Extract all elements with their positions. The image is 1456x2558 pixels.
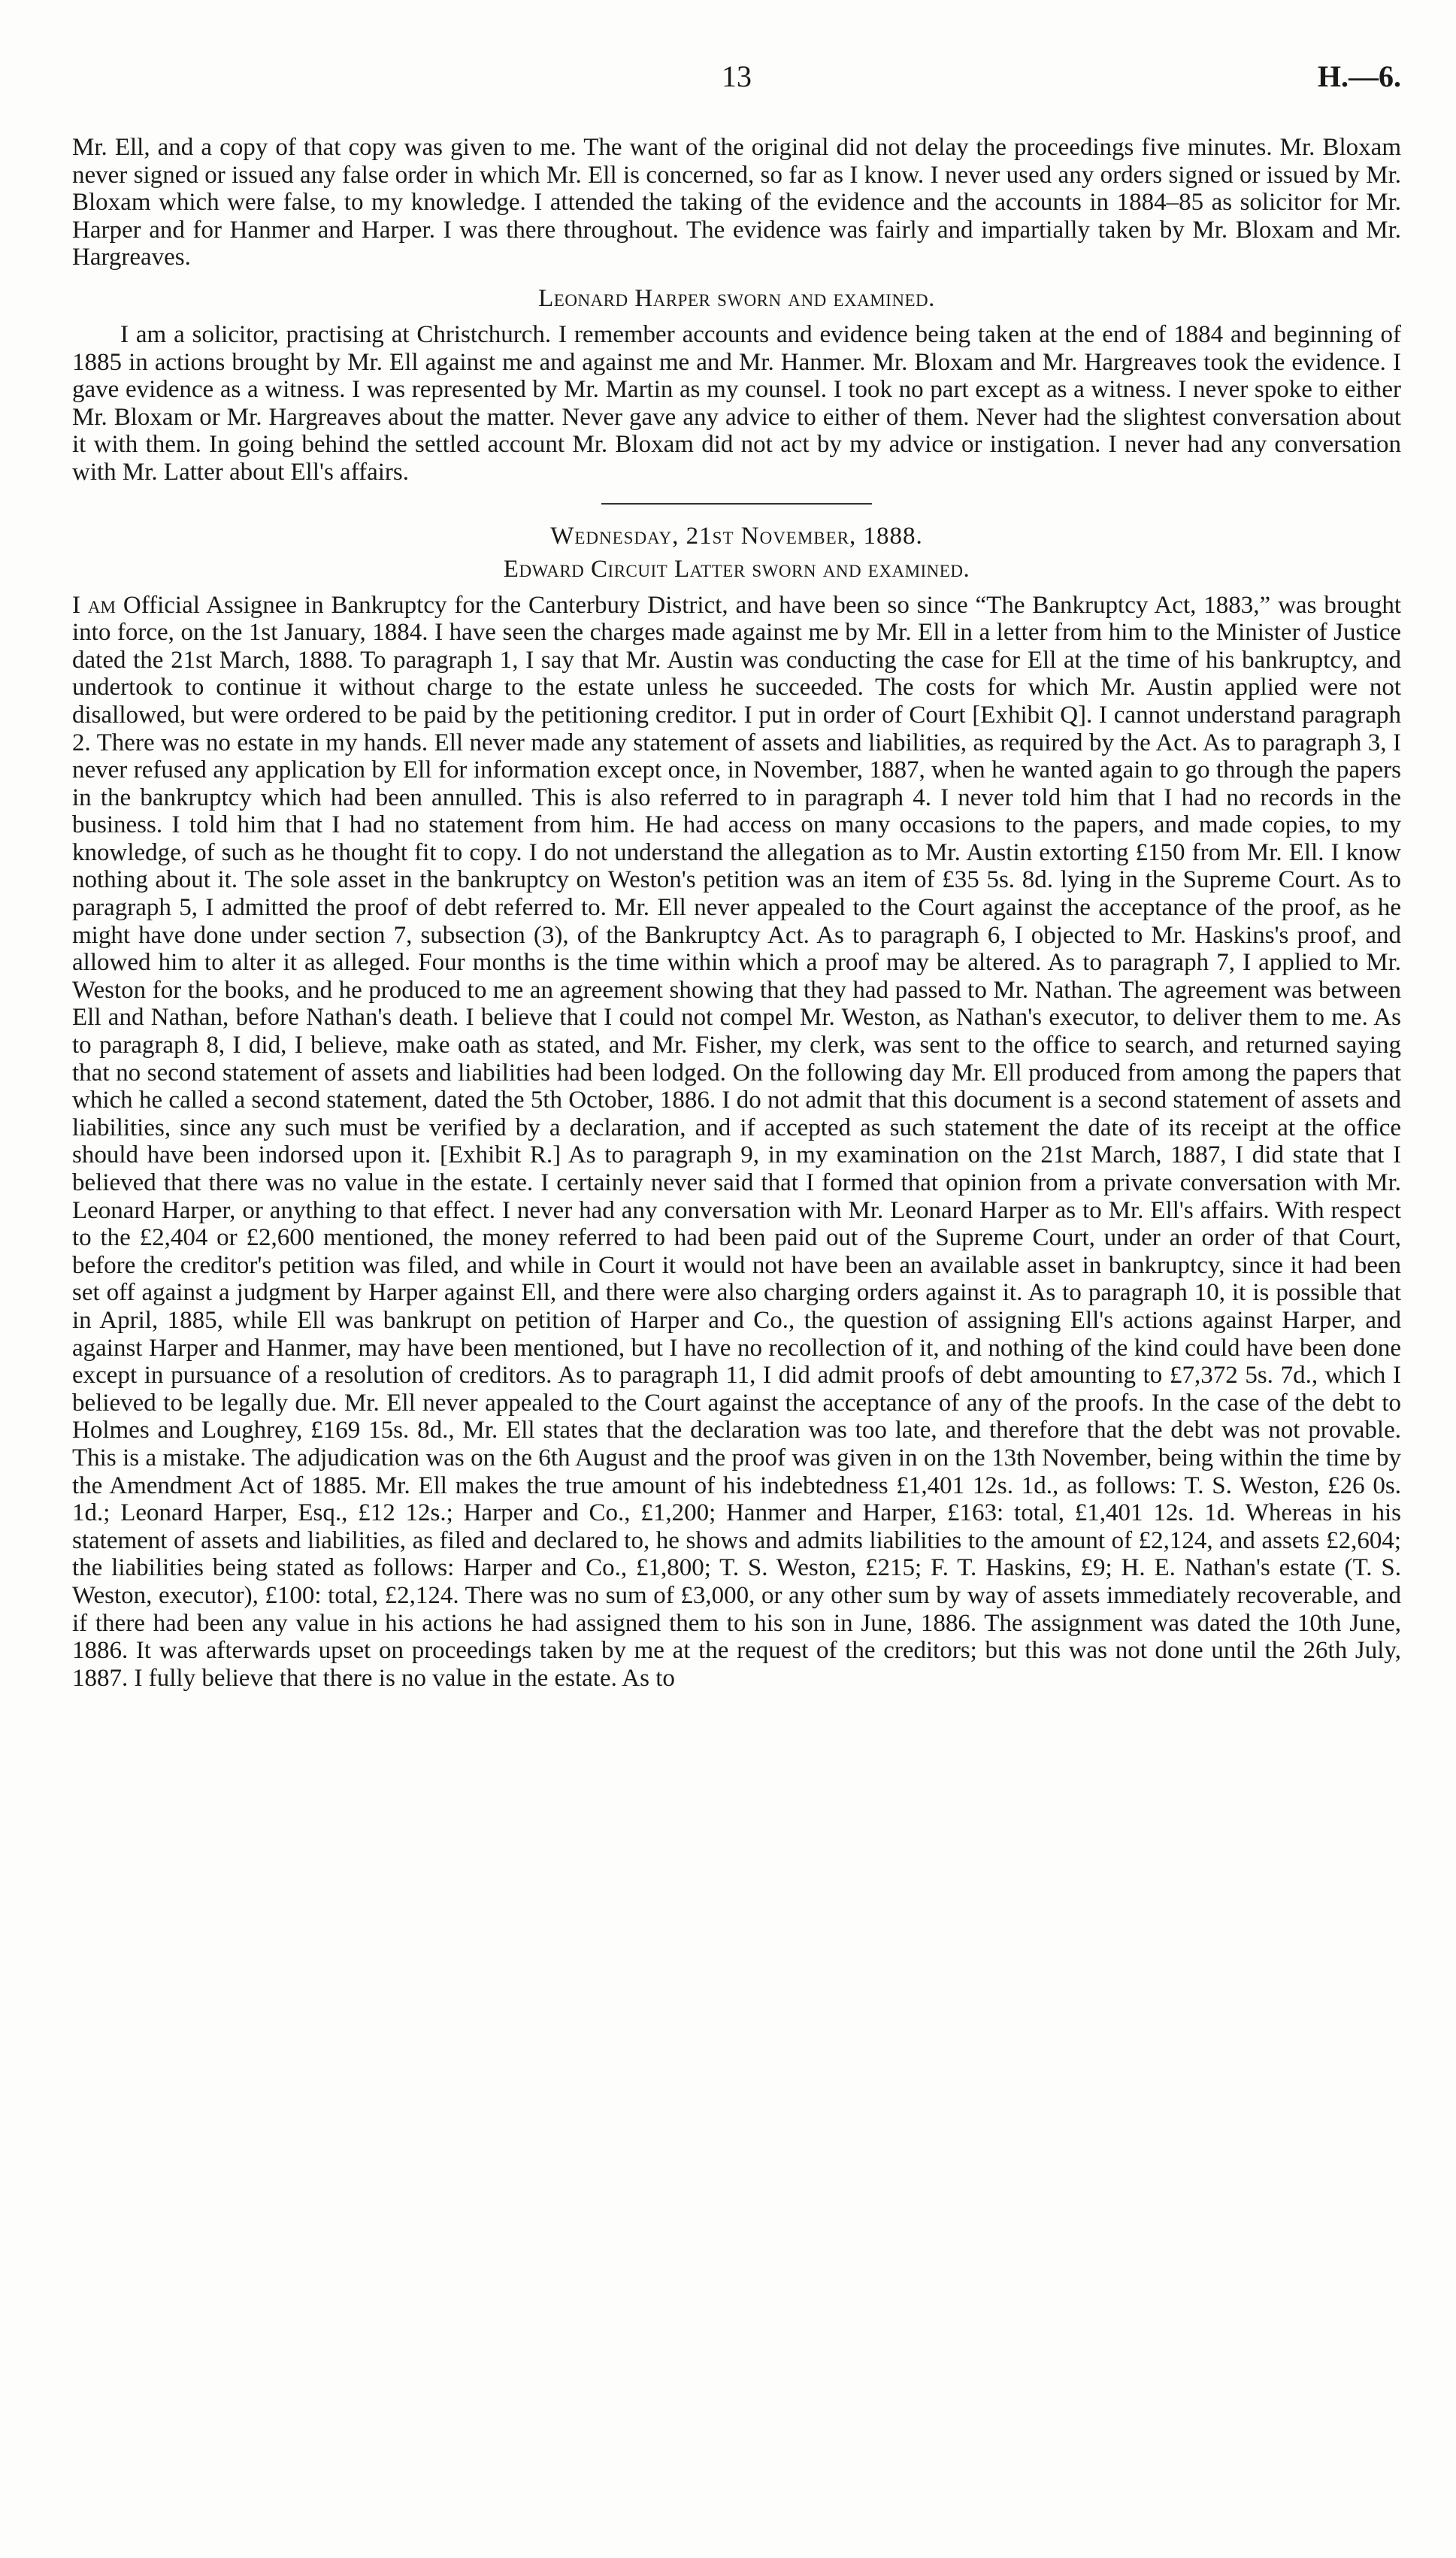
witness-heading-latter: Edward Circuit Latter sworn and examined. [503, 555, 970, 583]
paragraph-lead: I am [72, 591, 116, 619]
document-body [72, 134, 1401, 1692]
latter-testimony-paragraph [72, 592, 1401, 1693]
witness-heading-harper: Leonard Harper sworn and examined. [538, 284, 935, 312]
continued-paragraph: Mr. Ell, and a copy of that copy was given to me. The want of the original did not delay the proceedings five minutes. Mr. Bloxam never signed or issued any false order in which Mr. Ell is concerned, so far as I know. I never used any orders signed or issued by Mr. Bloxam which were false, to my knowledge. I attended the taking of the evidence and the accounts in 1884–85 as solicitor for Mr. Harper and for Hanmer and Harper. I was there throughout. The evidence was fairly and impartially taken by Mr. Bloxam and Mr. Hargreaves. [72, 134, 1401, 271]
paper-reference: H.—6. [1317, 59, 1401, 93]
date-heading: Wednesday, 21st November, 1888. [550, 522, 923, 550]
page-number: 13 [722, 59, 752, 93]
latter-testimony-text: Official Assignee in Bankruptcy for the Canterbury District, and have been so since “The Bankruptcy Act, 1883,” was brought into force, on the 1st January, 1884. I have seen the charges made against me by Mr. Ell in a letter from him to the Minister of Justice dated the 21st March, 1888. To paragraph 1, I say that Mr. Austin was conducting the case for Ell at the time of his bankruptcy, and undertook to continue it without charge to the estate unless he succeeded. The costs for which Mr. Austin applied were not disallowed, but were ordered to be paid by the petitioning creditor. I put in order of Court [Exhibit Q]. I cannot understand paragraph 2. There was no estate in my hands. Ell never made any statement of assets and liabilities, as required by the Act. As to paragraph 3, I never refused any application by Ell for information except once, in November, 1887, when he wanted again to go through the papers in the bankruptcy which had been annulled. This is also referred to in paragraph 4. I never told him that I had no records in the business. I told him that I had no statement from him. He had access on many occasions to the papers, and made copies, to my knowledge, of such as he thought fit to copy. I do not understand the allegation as to Mr. Austin extorting £150 from Mr. Ell. I know nothing about it. The sole asset in the bankruptcy on Weston's petition was an item of £35 5s. 8d. lying in the Supreme Court. As to paragraph 5, I admitted the proof of debt referred to. Mr. Ell never appealed to the Court against the acceptance of the proof, as he might have done under section 7, subsection (3), of the Bankruptcy Act. As to paragraph 6, I objected to Mr. Haskins's proof, and allowed him to alter it as alleged. Four months is the time within which a proof may be altered. As to paragraph 7, I applied to Mr. Weston for the books, and he produced to me an agreement showing that they had passed to Mr. Nathan. The agreement was between Ell and Nathan, before Nathan's death. I believe that I could not compel Mr. Weston, as Nathan's executor, to deliver them to me. As to paragraph 8, I did, I believe, make oath as stated, and Mr. Fisher, my clerk, was sent to the office to search, and returned saying that no second statement of assets and liabilities had been lodged. On the following day Mr. Ell produced from among the papers that which he called a second statement, dated the 5th October, 1886. I do not admit that this document is a second statement of assets and liabilities, since any such must be verified by a declaration, and if accepted as such statement the date of its receipt at the office should have been indorsed upon it. [Exhibit R.] As to paragraph 9, in my examination on the 21st March, 1887, I did state that I believed that there was no value in the estate. I certainly never said that I formed that opinion from a private conversation with Mr. Leonard Harper, or anything to that effect. I never had any conversation with Mr. Leonard Harper as to Mr. Ell's affairs. With respect to the £2,404 or £2,600 mentioned, the money referred to had been paid out of the Supreme Court, under an order of that Court, before the creditor's petition was filed, and while in Court it would not have been an available asset in bankruptcy, since it had been set off against a judgment by Harper against Ell, and there were also charging orders against it. As to paragraph 10, it is possible that in April, 1885, while Ell was bankrupt on petition of Harper and Co., the question of assigning Ell's actions against Harper, and against Harper and Hanmer, may have been mentioned, but I have no recollection of it, and nothing of the kind could have been done except in pursuance of a resolution of creditors. As to paragraph 11, I did admit proofs of debt amounting to £7,372 5s. 7d., which I believed to be legally due. Mr. Ell never appealed to the Court against the acceptance of any of the proofs. In the case of the debt to Holmes and Loughrey, £169 15s. 8d., Mr. Ell states that the declaration was too late, and therefore that the debt was not provable. This is a mistake. The adjudication was on the 6th August and the proof was given in on the 13th November, being within the time by the Amendment Act of 1885. Mr. Ell makes the true amount of his indebtedness £1,401 12s. 1d., as follows: T. S. Weston, £26 0s. 1d.; Leonard Harper, Esq., £12 12s.; Harper and Co., £1,200; Hanmer and Harper, £163: total, £1,401 12s. 1d. Whereas in his statement of assets and liabilities, as filed and declared to, he shows and admits liabilities to the amount of £2,124, and assets £2,604; the liabilities being stated as follows: Harper and Co., £1,800; T. S. Weston, £215; F. T. Haskins, £9; H. E. Nathan's estate (T. S. Weston, executor), £100: total, £2,124. There was no sum of £3,000, or any other sum by way of assets immediately recoverable, and if there had been any value in his actions he had assigned them to his son in June, 1886. The assignment was dated the 10th June, 1886. It was afterwards upset on proceedings taken by me at the request of the creditors; but this was not done until the 26th July, 1887. I fully believe that there is no value in the estate. As to [72, 591, 1401, 1692]
section-divider [601, 503, 872, 505]
page-header [72, 59, 1401, 104]
harper-testimony-paragraph: I am a solicitor, practising at Christchurch. I remember accounts and evidence being taken at the end of 1884 and beginning of 1885 in actions brought by Mr. Ell against me and against me and Mr. Hanmer. Mr. Bloxam and Mr. Hargreaves took the evidence. I gave evidence as a witness. I was represented by Mr. Martin as my counsel. I took no part except as a witness. I never spoke to either Mr. Bloxam or Mr. Hargreaves about the matter. Never gave any advice to either of them. Never had the slightest conversation about it with them. In going behind the settled account Mr. Bloxam did not act by my advice or instigation. I never had any conversation with Mr. Latter about Ell's affairs. [72, 320, 1401, 486]
